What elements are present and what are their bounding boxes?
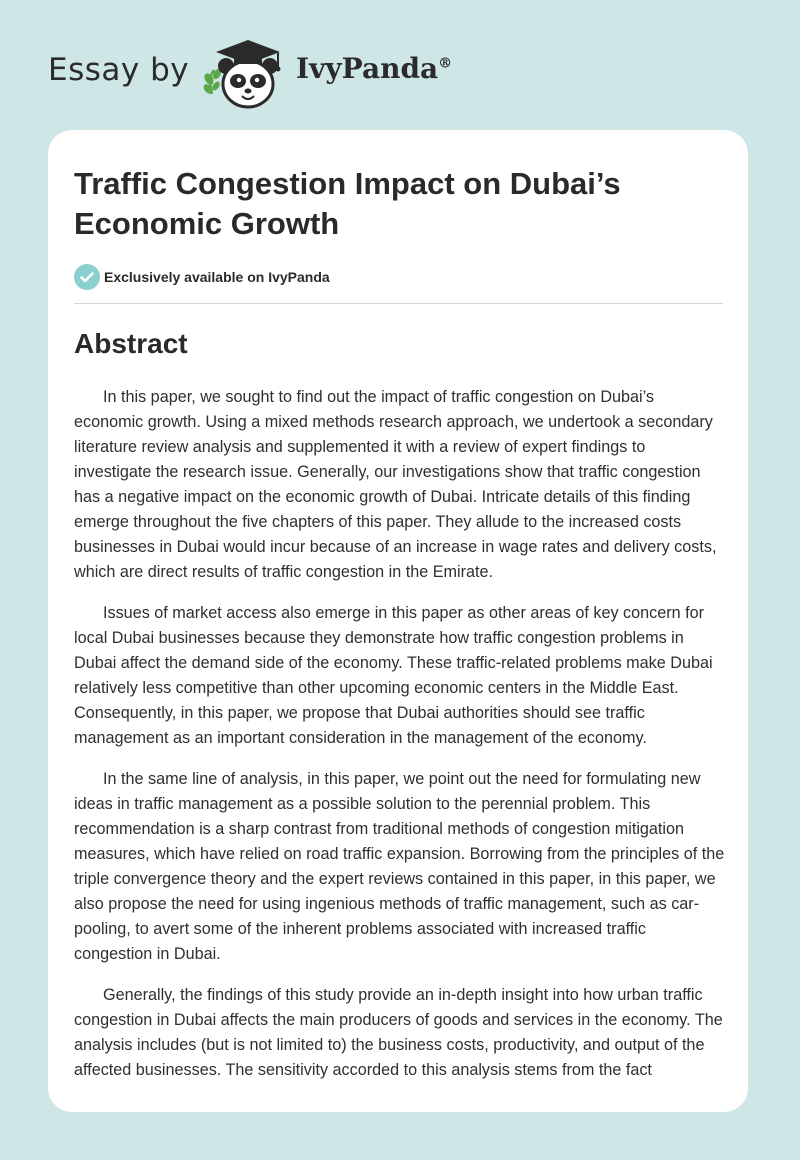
section-heading-abstract: Abstract	[74, 328, 188, 359]
panda-graduate-logo-icon[interactable]	[200, 34, 292, 110]
paragraph: In this paper, we sought to find out the impact of traffic congestion on Dubai’s economic growth. Using a mixed methods research approach, we undertook a secondary literature review analysis and supplemented it with a review of expert findings to investigate the research issue. Generally, our investigations show that traffic congestion has a negative impact on the economic growth of Dubai. Intricate details of this finding emerge throughout the five chapters of this paper. They allude to the increased costs businesses in Dubai would incur because of an increase in wage rates and delivery costs, which are direct results of traffic congestion in the Emirate.	[74, 388, 717, 581]
paragraph: Issues of market access also emerge in this paper as other areas of key concern for local Dubai businesses because they demonstrate how traffic congestion problems in Dubai affect the demand side of the economy. These traffic-related problems make Dubai relatively less competitive than other upcoming economic centers in the Middle East. Consequently, in this paper, we propose that Dubai authorities should see traffic management as an important consideration in the management of the economy.	[74, 604, 713, 747]
paragraph: Generally, the findings of this study provide an in-depth insight into how urban traffic congestion in Dubai affects the main producers of goods and services in the economy. The analysis includes (but is not limited to) the business costs, productivity, and output of the affected businesses. The sensitivity accorded to this analysis stems from the fact	[74, 986, 723, 1079]
divider	[74, 303, 723, 304]
page-title: Traffic Congestion Impact on Dubai’s Economic Growth	[74, 166, 621, 241]
brand-name[interactable]	[296, 52, 452, 85]
brand-prefix: Essay by	[48, 52, 190, 88]
check-circle-icon	[74, 264, 100, 290]
registered-mark: ®	[438, 55, 453, 72]
abstract-body	[74, 385, 725, 1099]
site-header	[0, 0, 800, 130]
brand-name-text: IvyPanda	[296, 52, 439, 85]
paragraph: In the same line of analysis, in this paper, we point out the need for formulating new ideas in traffic management as a possible solution to the perennial problem. This recommendation is a sharp contrast from traditional methods of congestion mitigation measures, which have relied on road traffic expansion. Borrowing from the principles of the triple convergence theory and the expert reviews contained in this paper, in this paper, we also propose the need for using ingenious methods of traffic management, such as car-pooling, to avert some of the inherent problems associated with increased traffic congestion in Dubai.	[74, 770, 725, 963]
exclusive-badge-text: Exclusively available on IvyPanda	[104, 269, 330, 285]
exclusive-badge	[74, 264, 330, 290]
article-card	[48, 130, 748, 1112]
